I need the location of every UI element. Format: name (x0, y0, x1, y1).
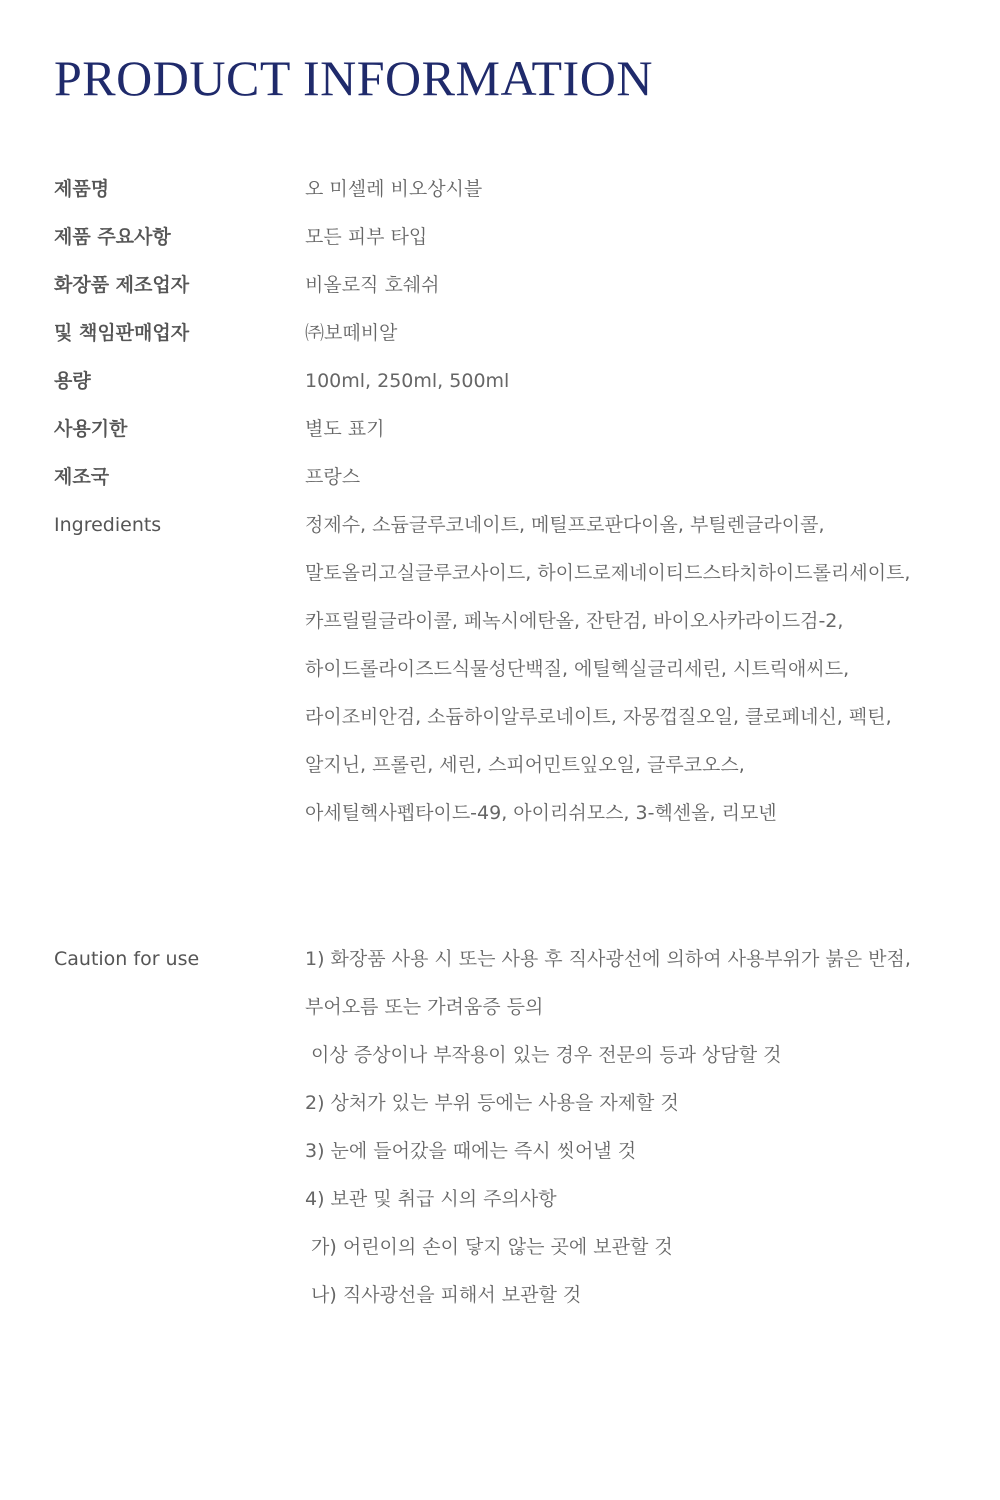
ingredients-line: 알지닌, 프롤린, 세린, 스피어민트잎오일, 글루코오스, (305, 754, 745, 776)
ingredients-line: 카프릴릴글라이콜, 페녹시에탄올, 잔탄검, 바이오사카라이드검-2, (305, 610, 844, 632)
ingredients-line: 말토올리고실글루코사이드, 하이드로제네이티드스타치하이드롤리세이트, (305, 562, 911, 584)
info-row-expiry (54, 405, 954, 453)
info-value: 비올로직 호쉐쉬 (305, 274, 440, 296)
ingredients-line: 아세틸헥사펩타이드-49, 아이리쉬모스, 3-헥센올, 리모넨 (305, 802, 777, 824)
info-value: 프랑스 (305, 466, 361, 488)
info-row-country (54, 453, 954, 501)
info-row-volume (54, 357, 954, 405)
caution-line: 부어오름 또는 가려움증 등의 (305, 996, 544, 1018)
info-label: 제품 주요사항 (54, 226, 171, 248)
ingredients-line: 라이조비안검, 소듐하이알루로네이트, 자몽껍질오일, 클로페네신, 펙틴, (305, 706, 892, 728)
info-value: 모든 피부 타입 (305, 226, 428, 248)
info-row-manufacturer (54, 261, 954, 309)
info-label: 사용기한 (54, 418, 128, 440)
caution-line: 나) 직사광선을 피해서 보관할 것 (305, 1284, 582, 1306)
product-info-table (54, 165, 954, 837)
caution-label: Caution for use (54, 948, 200, 970)
info-value: 100ml, 250ml, 500ml (305, 370, 510, 392)
ingredients-list (305, 501, 954, 837)
caution-section (54, 935, 954, 1319)
info-label: 제품명 (54, 178, 110, 200)
info-label: 및 책임판매업자 (54, 322, 190, 344)
ingredients-line: 정제수, 소듐글루코네이트, 메틸프로판다이올, 부틸렌글라이콜, (305, 514, 825, 536)
info-label: 용량 (54, 370, 91, 392)
info-value: 별도 표기 (305, 418, 385, 440)
caution-line: 이상 증상이나 부작용이 있는 경우 전문의 등과 상담할 것 (305, 1044, 782, 1066)
caution-line: 4) 보관 및 취급 시의 주의사항 (305, 1188, 557, 1210)
info-value: 오 미셀레 비오상시블 (305, 178, 483, 200)
info-row-caution (54, 935, 954, 1319)
info-row-product-name (54, 165, 954, 213)
caution-list (305, 935, 954, 1319)
caution-line: 1) 화장품 사용 시 또는 사용 후 직사광선에 의하여 사용부위가 붉은 반점, (305, 948, 911, 970)
ingredients-line: 하이드롤라이즈드식물성단백질, 에틸헥실글리세린, 시트릭애씨드, (305, 658, 850, 680)
info-value: ㈜보떼비알 (305, 322, 398, 344)
info-row-ingredients (54, 501, 954, 837)
caution-line: 2) 상처가 있는 부위 등에는 사용을 자제할 것 (305, 1092, 679, 1114)
caution-line: 가) 어린이의 손이 닿지 않는 곳에 보관할 것 (305, 1236, 673, 1258)
info-row-key-features (54, 213, 954, 261)
info-label: 화장품 제조업자 (54, 274, 190, 296)
ingredients-label: Ingredients (54, 514, 162, 536)
info-row-distributor (54, 309, 954, 357)
info-label: 제조국 (54, 466, 110, 488)
caution-line: 3) 눈에 들어갔을 때에는 즉시 씻어낼 것 (305, 1140, 637, 1162)
page-title: PRODUCT INFORMATION (54, 50, 653, 106)
